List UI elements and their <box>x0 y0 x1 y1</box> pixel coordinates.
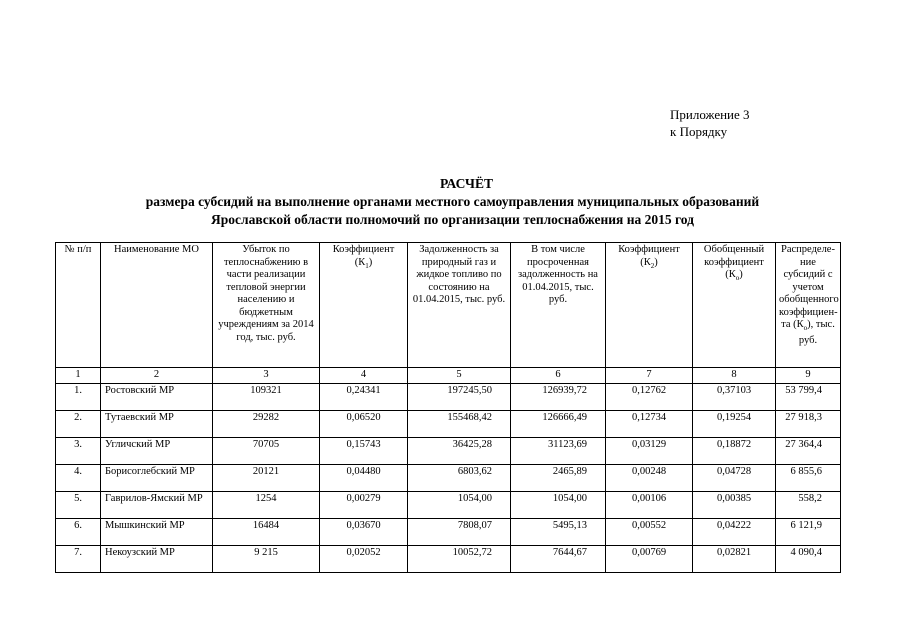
k1-value: 0,24341 <box>320 383 408 410</box>
distribution-value: 27 364,4 <box>776 437 841 464</box>
column-number: 6 <box>511 368 606 384</box>
k1-value: 0,00279 <box>320 491 408 518</box>
overdue-value: 126939,72 <box>511 383 606 410</box>
k2-value: 0,03129 <box>606 437 693 464</box>
header-k2-paren: ) <box>654 256 658 268</box>
column-number: 3 <box>213 368 320 384</box>
header-dist-sub: о <box>803 324 808 333</box>
ko-value: 0,00385 <box>693 491 776 518</box>
header-name: Наименование МО <box>101 243 213 368</box>
table-row <box>56 545 841 572</box>
debt-value: 1054,00 <box>408 491 511 518</box>
row-number: 2. <box>56 410 101 437</box>
header-debt: Задолженность за природный газ и жидкое топливо по состоянию на 01.04.2015, тыс. руб. <box>408 243 511 368</box>
distribution-value: 4 090,4 <box>776 545 841 572</box>
debt-value: 197245,50 <box>408 383 511 410</box>
distribution-value: 6 855,6 <box>776 464 841 491</box>
overdue-value: 7644,67 <box>511 545 606 572</box>
mo-name: Ростовский МР <box>101 383 213 410</box>
mo-name: Некоузский МР <box>101 545 213 572</box>
loss-value: 1254 <box>213 491 320 518</box>
title-heading: РАСЧЁТ <box>440 176 493 191</box>
column-number: 7 <box>606 368 693 384</box>
row-number: 7. <box>56 545 101 572</box>
appendix-reference: к Порядку <box>670 124 728 139</box>
document-title <box>0 175 905 229</box>
ko-value: 0,19254 <box>693 410 776 437</box>
column-number: 2 <box>101 368 213 384</box>
distribution-value: 6 121,9 <box>776 518 841 545</box>
loss-value: 16484 <box>213 518 320 545</box>
distribution-value: 558,2 <box>776 491 841 518</box>
k1-value: 0,02052 <box>320 545 408 572</box>
debt-value: 7808,07 <box>408 518 511 545</box>
overdue-value: 1054,00 <box>511 491 606 518</box>
header-ko <box>693 243 776 368</box>
table-row <box>56 437 841 464</box>
subsidy-table <box>55 242 841 573</box>
distribution-value: 53 799,4 <box>776 383 841 410</box>
table-header-row <box>56 243 841 368</box>
loss-value: 109321 <box>213 383 320 410</box>
overdue-value: 5495,13 <box>511 518 606 545</box>
mo-name: Гаврилов-Ямский МР <box>101 491 213 518</box>
loss-value: 20121 <box>213 464 320 491</box>
header-k1-text: Коэффициент (К <box>332 244 395 268</box>
table-row <box>56 383 841 410</box>
header-ko-sub: о <box>735 274 740 283</box>
row-number: 1. <box>56 383 101 410</box>
header-k1 <box>320 243 408 368</box>
ko-value: 0,18872 <box>693 437 776 464</box>
header-dist-tail: ), тыс. руб. <box>798 319 835 346</box>
column-number: 4 <box>320 368 408 384</box>
mo-name: Угличский МР <box>101 437 213 464</box>
table-row <box>56 491 841 518</box>
header-k2 <box>606 243 693 368</box>
header-k2-sub: 2 <box>650 261 655 270</box>
column-number: 5 <box>408 368 511 384</box>
debt-value: 6803,62 <box>408 464 511 491</box>
appendix-number: Приложение 3 <box>670 107 750 122</box>
k1-value: 0,06520 <box>320 410 408 437</box>
mo-name: Мышкинский МР <box>101 518 213 545</box>
overdue-value: 126666,49 <box>511 410 606 437</box>
header-k1-paren: ) <box>368 256 373 268</box>
column-number: 8 <box>693 368 776 384</box>
header-overdue: В том числе просроченная задолженность на 01.04.2015, тыс. руб. <box>511 243 606 368</box>
header-ko-paren: ) <box>739 269 743 280</box>
ko-value: 0,04222 <box>693 518 776 545</box>
row-number: 4. <box>56 464 101 491</box>
header-loss: Убыток по теплоснабжению в части реализации тепловой энергии населению и бюджетным учреждениям за 2014 год, тыс. руб. <box>213 243 320 368</box>
debt-value: 36425,28 <box>408 437 511 464</box>
k2-value: 0,00248 <box>606 464 693 491</box>
k2-value: 0,12762 <box>606 383 693 410</box>
table-row <box>56 464 841 491</box>
k2-value: 0,00552 <box>606 518 693 545</box>
column-number: 9 <box>776 368 841 384</box>
ko-value: 0,37103 <box>693 383 776 410</box>
debt-value: 155468,42 <box>408 410 511 437</box>
header-num: № п/п <box>56 243 101 368</box>
column-number: 1 <box>56 368 101 384</box>
header-dist-text: Распределе-ние субсидий с учетом обобщенного коэффициен-та (К <box>779 244 839 330</box>
title-region-line: Ярославской области полномочий по организации теплоснабжения на 2015 год <box>211 212 694 227</box>
header-ko-text: Обобщенный коэффициент (К <box>703 244 765 280</box>
ko-value: 0,04728 <box>693 464 776 491</box>
k1-value: 0,03670 <box>320 518 408 545</box>
debt-value: 10052,72 <box>408 545 511 572</box>
row-number: 5. <box>56 491 101 518</box>
header-k1-sub: 1 <box>365 261 369 270</box>
table-row <box>56 518 841 545</box>
overdue-value: 2465,89 <box>511 464 606 491</box>
row-number: 6. <box>56 518 101 545</box>
k1-value: 0,15743 <box>320 437 408 464</box>
mo-name: Борисоглебский МР <box>101 464 213 491</box>
mo-name: Тутаевский МР <box>101 410 213 437</box>
loss-value: 70705 <box>213 437 320 464</box>
k2-value: 0,12734 <box>606 410 693 437</box>
title-subject-line: размера субсидий на выполнение органами местного самоуправления муниципальных образований <box>145 194 760 209</box>
overdue-value: 31123,69 <box>511 437 606 464</box>
appendix-caption <box>670 106 750 140</box>
header-k2-text: Коэффициент (К <box>618 244 680 268</box>
header-distribution <box>776 243 841 368</box>
column-number-row <box>56 368 841 384</box>
loss-value: 29282 <box>213 410 320 437</box>
table-row <box>56 410 841 437</box>
loss-value: 9 215 <box>213 545 320 572</box>
distribution-value: 27 918,3 <box>776 410 841 437</box>
ko-value: 0,02821 <box>693 545 776 572</box>
k2-value: 0,00106 <box>606 491 693 518</box>
row-number: 3. <box>56 437 101 464</box>
k2-value: 0,00769 <box>606 545 693 572</box>
k1-value: 0,04480 <box>320 464 408 491</box>
